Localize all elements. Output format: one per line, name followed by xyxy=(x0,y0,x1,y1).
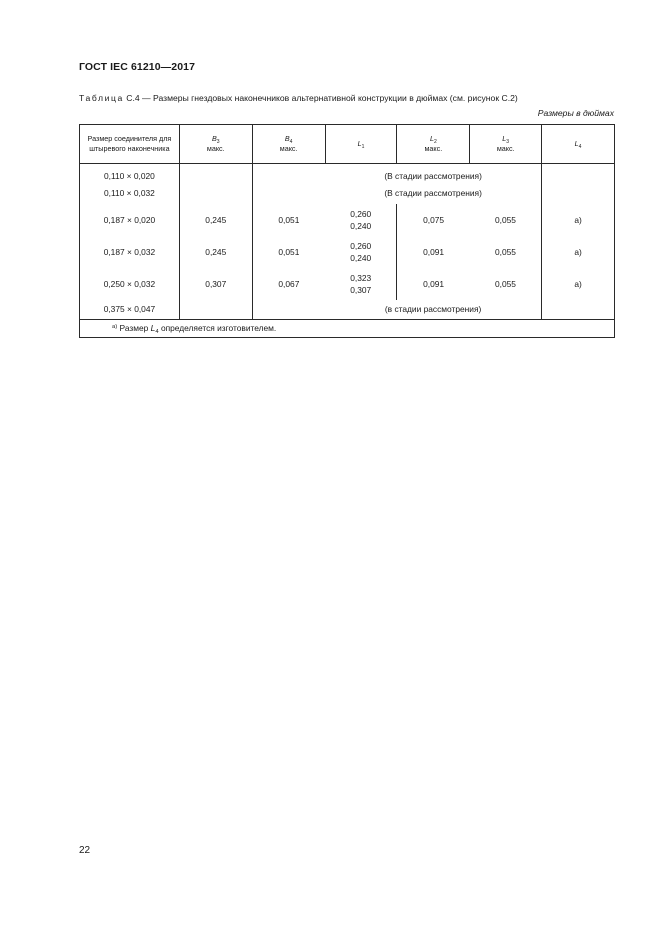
cell-l3: 0,055 xyxy=(470,268,542,300)
cell-b3 xyxy=(179,183,252,204)
header-l2: $L_2$ макс. xyxy=(397,125,470,164)
table-row xyxy=(80,204,615,236)
header-l1: $L_1$ xyxy=(325,125,397,164)
cell-l3: 0,055 xyxy=(470,204,542,236)
cell-l2: 0,091 xyxy=(397,268,470,300)
cell-b4 xyxy=(252,300,325,320)
cell-l2: 0,075 xyxy=(397,204,470,236)
cell-b4: 0,051 xyxy=(252,236,325,268)
cell-b4 xyxy=(252,183,325,204)
table-caption-text: С.4 — Размеры гнездовых наконечников альтернативной конструкции в дюймах (см. рисунок С.2) xyxy=(126,93,518,103)
cell-size: 0,375 × 0,047 xyxy=(80,300,180,320)
cell-b4: 0,051 xyxy=(252,204,325,236)
cell-l1: 0,323 0,307 xyxy=(325,268,397,300)
document-code: ГОСТ IEC 61210—2017 xyxy=(79,61,196,73)
cell-merged-status: (в стадии рассмотрения) xyxy=(384,304,482,315)
cell-b3 xyxy=(179,164,252,183)
cell-b3: 0,307 xyxy=(179,268,252,300)
units-note: Размеры в дюймах xyxy=(537,108,614,118)
header-l3: $L_3$ макс. xyxy=(470,125,542,164)
table-header-row xyxy=(80,125,615,164)
table-caption-prefix: Таблица xyxy=(79,93,124,103)
table-row xyxy=(80,164,615,183)
footnote-marker: a) xyxy=(112,324,118,330)
cell-l4: a) xyxy=(542,236,615,268)
table-footnote-row xyxy=(80,320,615,338)
cell-size: 0,187 × 0,032 xyxy=(80,236,180,268)
table-footnote: $^{a)}$ Размер $L_4$ определяется изготовителем. xyxy=(80,320,615,338)
cell-l3: 0,055 xyxy=(470,236,542,268)
cell-l4: a) xyxy=(542,204,615,236)
cell-b3 xyxy=(179,300,252,320)
header-b3: $B_3$ макс. xyxy=(179,125,252,164)
dimensions-table xyxy=(79,124,615,338)
cell-l4: a) xyxy=(542,268,615,300)
header-connector-size: Размер соединителя для штыревого наконечника xyxy=(80,125,180,164)
cell-b4: 0,067 xyxy=(252,268,325,300)
cell-size: 0,250 × 0,032 xyxy=(80,268,180,300)
table-caption xyxy=(79,93,518,103)
cell-size: 0,110 × 0,020 xyxy=(80,164,180,183)
cell-l4 xyxy=(542,164,615,183)
table-row xyxy=(80,300,615,320)
header-l4: $L_4$ xyxy=(542,125,615,164)
header-b4: $B_4$ макс. xyxy=(252,125,325,164)
cell-merged-status: (В стадии рассмотрения) xyxy=(384,170,482,181)
cell-l4 xyxy=(542,300,615,320)
cell-b4 xyxy=(252,164,325,183)
cell-l1: 0,260 0,240 xyxy=(325,204,397,236)
cell-size: 0,110 × 0,032 xyxy=(80,183,180,204)
cell-size: 0,187 × 0,020 xyxy=(80,204,180,236)
table-row xyxy=(80,236,615,268)
table-row xyxy=(80,183,615,204)
cell-b3: 0,245 xyxy=(179,236,252,268)
page-number: 22 xyxy=(79,845,91,856)
cell-l2: 0,091 xyxy=(397,236,470,268)
cell-merged-status: (В стадии рассмотрения) xyxy=(384,188,482,198)
cell-l1: 0,260 0,240 xyxy=(325,236,397,268)
table-row xyxy=(80,268,615,300)
cell-l4 xyxy=(542,183,615,204)
cell-b3: 0,245 xyxy=(179,204,252,236)
